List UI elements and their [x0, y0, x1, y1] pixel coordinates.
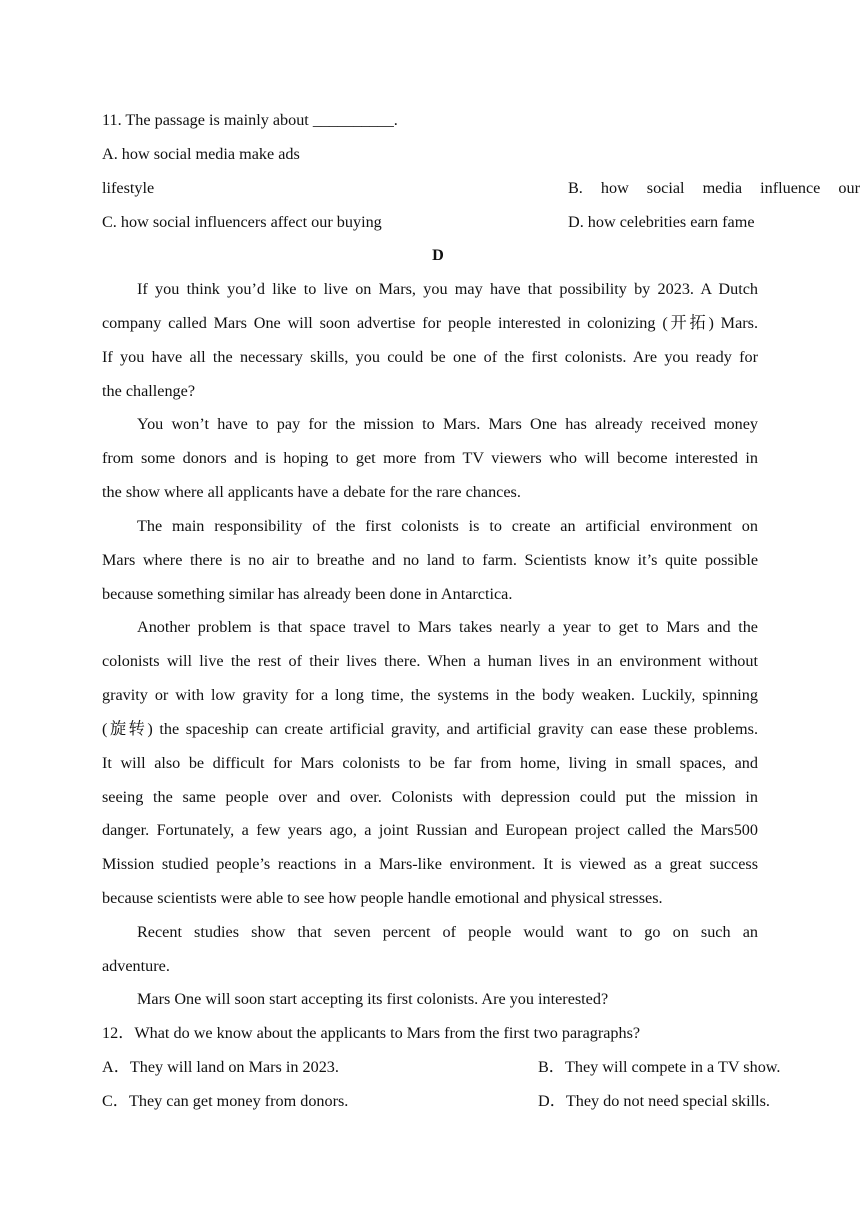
passage-line: colonists will live the rest of their lives there. When a human lives in an environment without	[102, 652, 758, 670]
q12-options-row-1	[102, 1050, 781, 1084]
passage-line: adventure.	[102, 957, 170, 975]
q12-option-b: B．They will compete in a TV show.	[538, 1058, 781, 1076]
q11-option-a: A. how social media make ads	[102, 145, 300, 163]
passage-line: Mars One will soon start accepting its first colonists. Are you interested?	[137, 990, 609, 1008]
q12-stem: 12．What do we know about the applicants to Mars from the first two paragraphs?	[102, 1024, 641, 1042]
q11-option-b-word: influence	[760, 179, 821, 197]
section-heading: D	[432, 246, 444, 264]
q11-options-row-2	[102, 205, 758, 239]
q11-option-b-word: media	[702, 179, 743, 197]
q12-option-a: A．They will land on Mars in 2023.	[102, 1058, 339, 1076]
passage-line: gravity or with low gravity for a long time, the systems in the body weaken. Luckily, spinning	[102, 686, 758, 704]
passage-line: (旋转) the spaceship can create artificial gravity, and artificial gravity can ease these problems.	[102, 720, 758, 738]
passage-line: Another problem is that space travel to Mars takes nearly a year to get to Mars and the	[137, 618, 758, 636]
q12-option-d: D．They do not need special skills.	[538, 1092, 770, 1110]
passage-line: The main responsibility of the first colonists is to create an artificial environment on	[137, 517, 758, 535]
passage-line: because something similar has already been done in Antarctica.	[102, 585, 513, 603]
q11-option-b-word: B.	[568, 179, 583, 197]
passage-line: If you think you’d like to live on Mars, you may have that possibility by 2023. A Dutch	[137, 280, 758, 298]
passage-line: Mars where there is no air to breathe and no land to farm. Scientists know it’s quite possible	[102, 551, 758, 569]
passage-line: from some donors and is hoping to get more from TV viewers who will become interested in	[102, 449, 758, 467]
q12-option-c: C．They can get money from donors.	[102, 1092, 349, 1110]
q11-option-b-continued: lifestyle	[102, 179, 155, 197]
passage-line: danger. Fortunately, a few years ago, a joint Russian and European project called the Mars500	[102, 821, 758, 839]
q11-option-d: D. how celebrities earn fame	[568, 213, 755, 231]
passage-line: If you have all the necessary skills, you could be one of the first colonists. Are you ready for	[102, 348, 758, 366]
q11-option-c: C. how social influencers affect our buying	[102, 213, 382, 231]
passage-line: It will also be difficult for Mars colonists to be far from home, living in small spaces, and	[102, 754, 758, 772]
passage-line: the challenge?	[102, 382, 196, 400]
passage-line: You won’t have to pay for the mission to Mars. Mars One has already received money	[137, 415, 758, 433]
q12-options-row-2	[102, 1084, 770, 1118]
q11-option-b-word: our	[838, 179, 860, 197]
q11-option-b-word: how	[600, 179, 629, 197]
passage-line: seeing the same people over and over. Colonists with depression could put the mission in	[102, 788, 758, 806]
passage-line: because scientists were able to see how people handle emotional and physical stresses.	[102, 889, 663, 907]
passage-line: company called Mars One will soon advertise for people interested in colonizing (开拓) Mars.	[102, 314, 758, 332]
q11-stem: 11. The passage is mainly about __________.	[102, 111, 398, 129]
passage-line: Mission studied people’s reactions in a Mars-like environment. It is viewed as a great success	[102, 855, 758, 873]
passage-line: the show where all applicants have a debate for the rare chances.	[102, 483, 521, 501]
q11-option-b-word: social	[646, 179, 685, 197]
passage-line: Recent studies show that seven percent of people would want to go on such an	[137, 923, 758, 941]
